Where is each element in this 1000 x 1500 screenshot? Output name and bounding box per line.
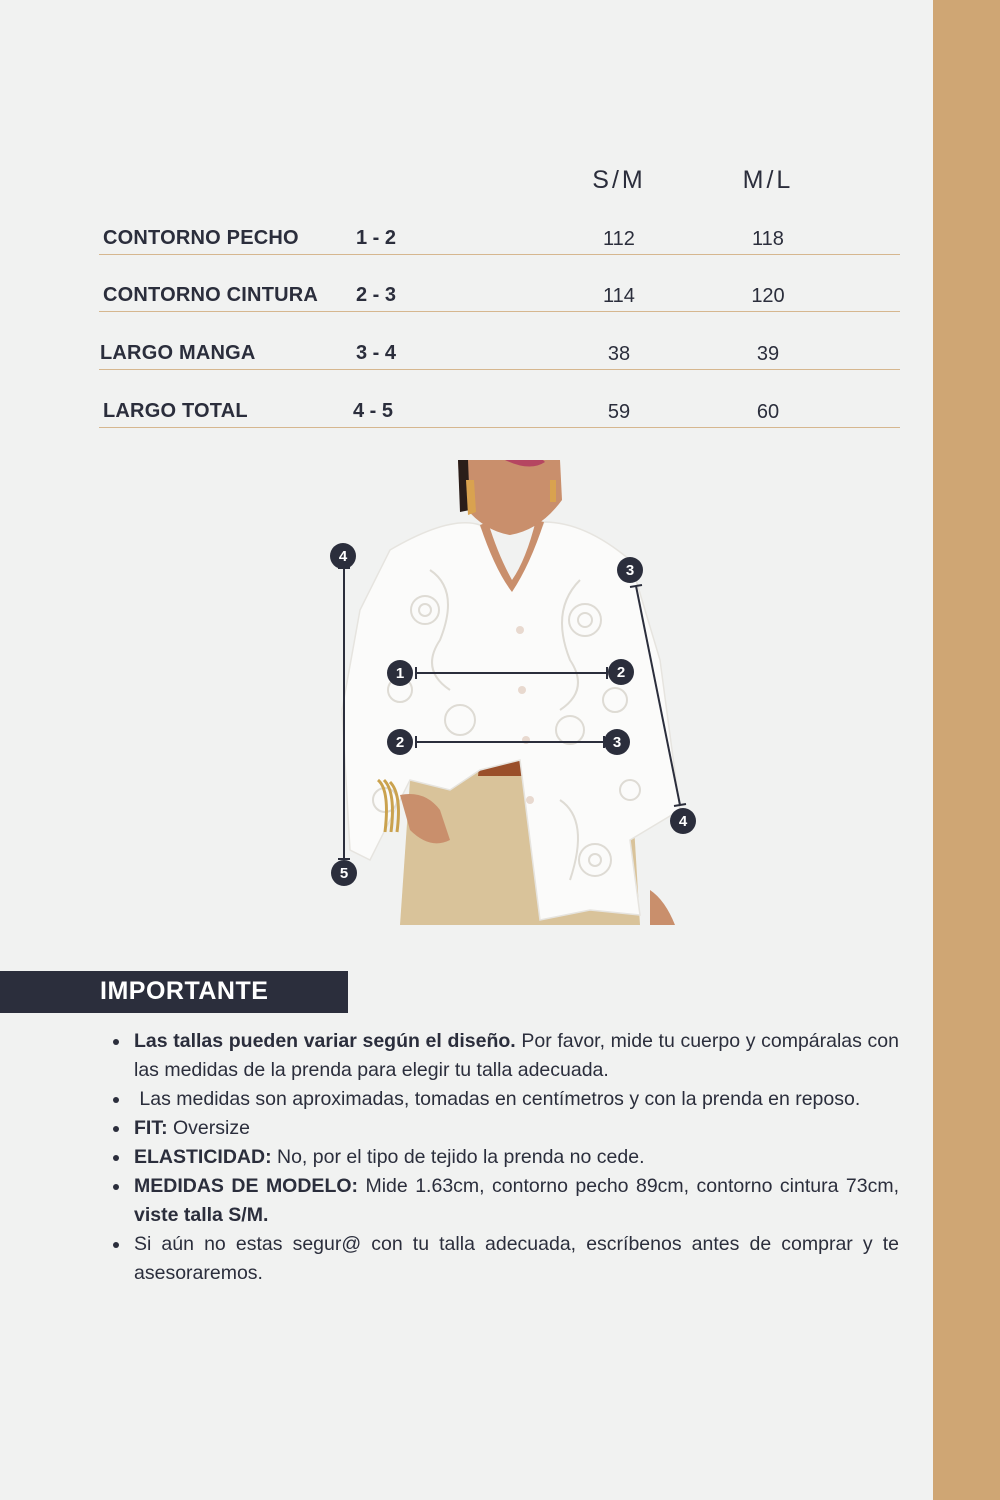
svg-text:1: 1 bbox=[395, 665, 405, 682]
list-item: Si aún no estas segur@ con tu talla adecuada, escríbenos antes de comprar y te asesoraremos. bbox=[134, 1230, 899, 1288]
measure-points: 3 - 4 bbox=[356, 342, 397, 364]
value-sm: 38 bbox=[607, 343, 631, 365]
value-ml: 118 bbox=[752, 228, 784, 250]
marker-3-waist bbox=[604, 729, 630, 755]
table-row bbox=[99, 387, 900, 428]
measure-points: 1 - 2 bbox=[356, 227, 397, 249]
size-header-ml: M/L bbox=[742, 166, 794, 194]
svg-text:2: 2 bbox=[395, 734, 405, 751]
value-sm: 59 bbox=[607, 401, 631, 423]
table-row bbox=[99, 214, 900, 255]
marker-4-sleeve bbox=[670, 808, 696, 834]
blouse-model-photo bbox=[330, 460, 702, 925]
list-item: ELASTICIDAD: No, por el tipo de tejido la prenda no cede. bbox=[134, 1143, 899, 1172]
size-header-sm: S/M bbox=[592, 166, 646, 194]
marker-2-waist bbox=[387, 729, 413, 755]
measure-points: 2 - 3 bbox=[356, 284, 397, 306]
list-item: MEDIDAS DE MODELO: Mide 1.63cm, contorno pecho 89cm, contorno cintura 73cm, viste talla S/M. bbox=[134, 1172, 899, 1230]
measure-label: LARGO TOTAL bbox=[103, 400, 248, 422]
marker-3-sleeve bbox=[617, 557, 643, 583]
marker-4-top bbox=[330, 543, 356, 569]
svg-text:2: 2 bbox=[616, 664, 626, 681]
important-notes-list bbox=[134, 1027, 899, 1288]
measure-label: CONTORNO CINTURA bbox=[103, 284, 319, 306]
value-ml: 120 bbox=[751, 285, 785, 307]
value-sm: 114 bbox=[603, 285, 635, 307]
important-banner bbox=[0, 971, 348, 1013]
side-accent-band bbox=[933, 0, 1000, 1500]
value-ml: 39 bbox=[756, 343, 780, 365]
marker-5-bottom bbox=[331, 860, 357, 886]
list-item: Las medidas son aproximadas, tomadas en centímetros y con la prenda en reposo. bbox=[134, 1085, 899, 1114]
value-sm: 112 bbox=[603, 228, 635, 250]
table-row bbox=[99, 271, 900, 312]
list-item: Las tallas pueden variar según el diseño. Por favor, mide tu cuerpo y compáralas con las medidas de la prenda para elegir tu talla adecuada. bbox=[134, 1027, 899, 1085]
measure-label: CONTORNO PECHO bbox=[103, 227, 299, 249]
measure-label: LARGO MANGA bbox=[100, 342, 256, 364]
svg-text:3: 3 bbox=[612, 734, 622, 751]
svg-text:5: 5 bbox=[339, 865, 349, 882]
svg-text:3: 3 bbox=[625, 562, 635, 579]
value-ml: 60 bbox=[756, 401, 780, 423]
svg-text:4: 4 bbox=[678, 813, 688, 830]
svg-text:4: 4 bbox=[338, 548, 348, 565]
measure-points: 4 - 5 bbox=[353, 400, 394, 422]
important-title: IMPORTANTE bbox=[100, 977, 269, 1005]
table-row bbox=[99, 329, 900, 370]
marker-2-chest bbox=[608, 659, 634, 685]
marker-1 bbox=[387, 660, 413, 686]
list-item: FIT: Oversize bbox=[134, 1114, 899, 1143]
